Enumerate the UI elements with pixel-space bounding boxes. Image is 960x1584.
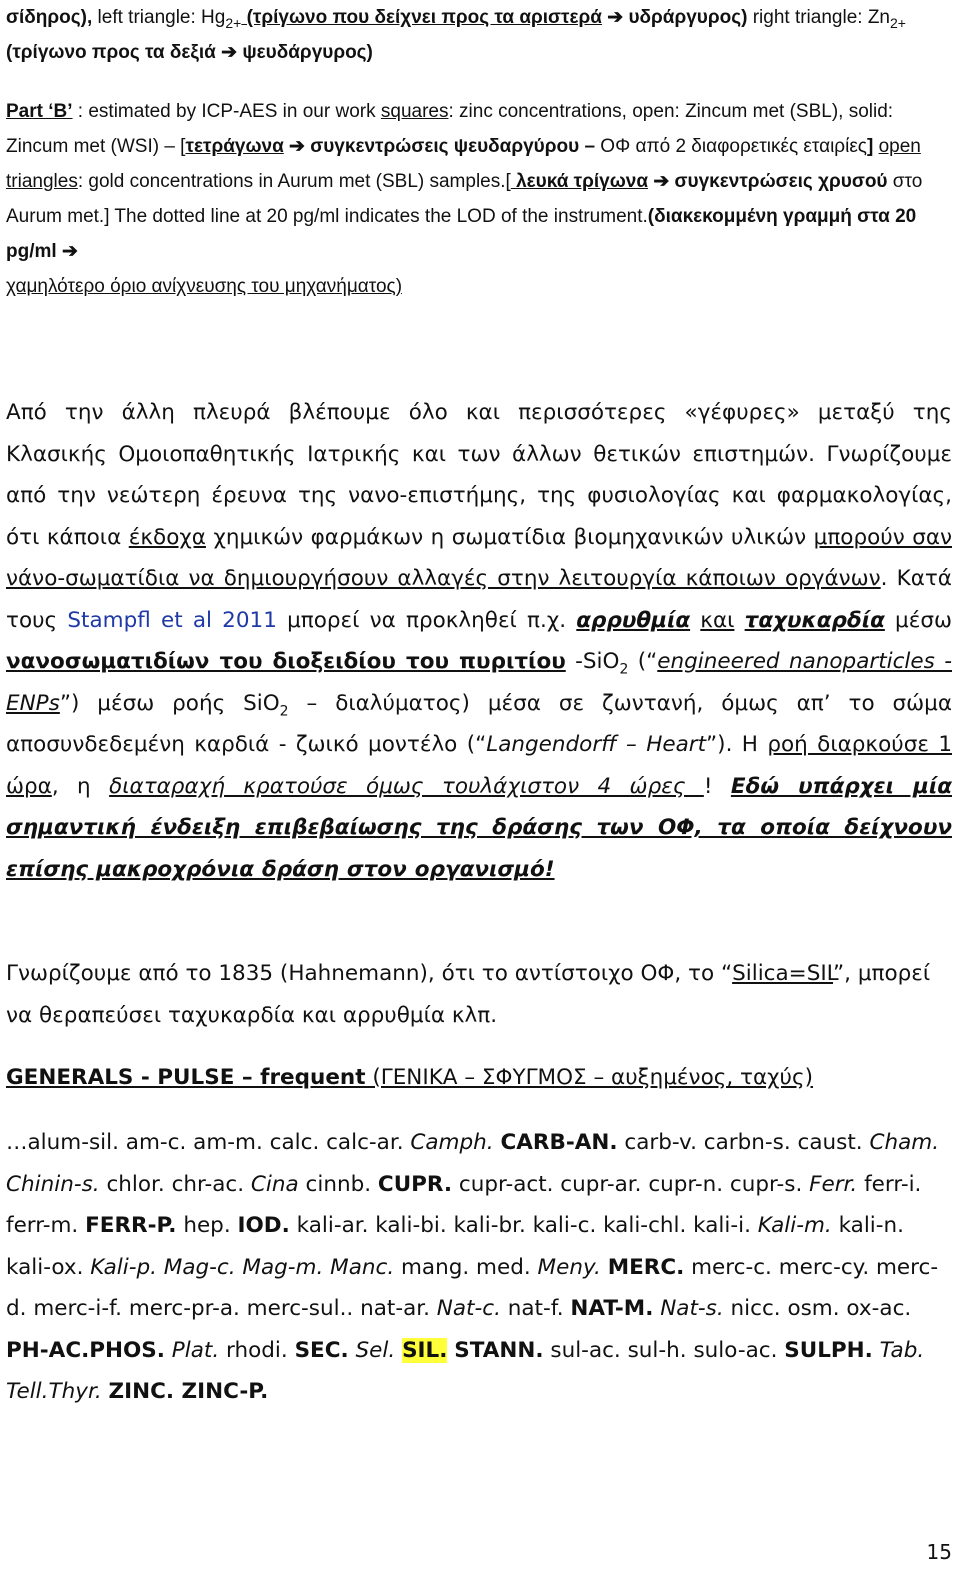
caption-text: συγκεντρώσεις χρυσού <box>669 171 888 192</box>
remedy-item <box>873 1338 880 1363</box>
para-text: ”) μέσω ροής SiO <box>59 690 280 716</box>
caption-text: ] <box>866 136 874 157</box>
para-text: μπορούν σαν νάνο-σωματίδια να δημιουργήσουν αλλαγές στην λειτουργία κάποιων οργάνων <box>6 524 952 591</box>
remedy-item: mang. med. <box>394 1254 538 1280</box>
para-text: νανοσωματιδίων του διοξειδίου του πυριτίου <box>6 649 566 674</box>
remedy-item: Cham. Chinin-s. <box>6 1130 940 1197</box>
citation-link: Stampfl et al 2011 <box>67 607 277 633</box>
para-text: και <box>700 607 735 633</box>
part-label: Part ‘B’ <box>6 101 73 122</box>
para-text: – διαλύματος) μέσα σε ζωντανή, όμως απ’ το σώμα αποσυνδεδεμένη καρδιά - ζωικό μοντέλο (“ <box>6 690 952 757</box>
remedy-item: NAT-M. <box>570 1296 654 1321</box>
para-text: ! <box>703 773 731 799</box>
remedy-item: kali-n. kali-ox. <box>6 1213 904 1280</box>
figure-caption <box>6 0 954 70</box>
remedy-item <box>349 1338 356 1363</box>
remedy-item: IOD. <box>237 1213 290 1238</box>
caption-text: right triangle: Zn <box>747 7 891 28</box>
caption-sup: 2+ <box>225 14 242 31</box>
caption-text: στο Aurum met.] The dotted line at 20 pg/ml indicates the LOD of the instrument. <box>6 171 923 227</box>
remedy-item: CARB-AN. <box>500 1130 618 1155</box>
subscript: 2 <box>279 702 289 719</box>
para-text: ταχυκαρδία <box>744 607 885 633</box>
remedy-item: ferr-i. ferr-m. <box>6 1171 922 1238</box>
para-text: χημικών φαρμάκων η σωματίδια βιομηχανικών υλικών <box>205 524 814 550</box>
caption-text: τετράγωνα <box>185 136 284 157</box>
para-text: Γνωρίζουμε από το 1835 (Hahnemann), ότι το αντίστοιχο ΟΦ, το “ <box>6 961 733 986</box>
remedy-item: Cina <box>250 1171 299 1197</box>
remedy-list <box>6 1122 952 1413</box>
remedy-item: ZINC. ZINC-P. <box>108 1379 269 1404</box>
heading-text: GENERALS - PULSE – frequent <box>6 1065 366 1090</box>
arrow-icon: ➔ <box>653 171 670 192</box>
page-number: 15 <box>926 1540 952 1564</box>
caption-text: χαμηλότερο όριο ανίχνευσης του μηχανήματος) <box>6 276 403 297</box>
second-paragraph <box>6 953 952 1036</box>
arrow-icon: ➔ <box>61 241 78 262</box>
remedy-item: FERR-P. <box>85 1213 177 1238</box>
heading-text: (ΓΕΝΙΚΑ – ΣΦΥΓΜΟΣ – αυξημένος, ταχύς) <box>365 1065 813 1090</box>
caption-text: συγκεντρώσεις ψευδαργύρου – <box>304 136 596 157</box>
para-text: διαταραχή κρατούσε όμως τουλάχιστον 4 ώρες <box>109 773 704 799</box>
remedy-item: nat-f. <box>500 1296 571 1321</box>
remedy-item: MERC. <box>607 1254 685 1280</box>
remedy-item: Kali-m. <box>757 1213 832 1238</box>
arrow-icon: ➔ <box>289 136 305 157</box>
remedy-item: SIL. <box>402 1337 448 1363</box>
para-text: Εδώ υπάρχει μία σημαντική ένδειξη επιβεβαίωσης της δράσης των ΟΦ, τα οποία δείχνουν επίσης μακροχρόνια δράση στον οργανισμό! <box>6 773 953 882</box>
caption-text: open triangles <box>6 136 921 192</box>
remedy-item: Ferr. <box>809 1171 858 1197</box>
caption-text: left triangle: Hg <box>92 7 226 28</box>
section-heading <box>6 1057 952 1099</box>
remedy-item: SEC. <box>294 1337 349 1363</box>
caption-text: (τρίγωνο που δείχνει προς τα αριστερά <box>241 7 602 28</box>
remedy-item: PH-AC.PHOS. <box>6 1337 165 1363</box>
para-text: έκδοχα <box>128 524 206 550</box>
remedy-item: merc-c. merc-cy. merc-d. merc-i-f. merc-pr-a. merc-sul.. nat-ar. <box>6 1254 939 1321</box>
para-text: . Κατά τους <box>6 566 952 633</box>
arrow-icon: ➔ <box>221 42 238 63</box>
para-text: μέσω <box>884 607 952 633</box>
para-text: Silica=SIL <box>732 961 834 986</box>
remedy-item: Nat-c. <box>436 1296 501 1321</box>
caption-text: λευκά τρίγωνα <box>510 171 649 192</box>
para-text: engineered nanoparticles -ENPs <box>6 649 952 716</box>
subscript: 2 <box>619 661 629 678</box>
remedy-item: Meny. <box>537 1254 601 1280</box>
remedy-item: chlor. chr-ac. <box>99 1171 251 1197</box>
remedy-item: STANN. <box>454 1337 544 1363</box>
para-text: ”, μπορεί να θεραπεύσει ταχυκαρδία και αρρυθμία κλπ. <box>6 961 931 1028</box>
remedy-item: carb-v. carbn-s. caust. <box>617 1130 870 1155</box>
remedy-item: SULPH. <box>784 1337 873 1363</box>
para-text: (“ <box>628 649 658 674</box>
remedy-item: Plat. <box>171 1337 220 1363</box>
remedy-item: hep. <box>176 1213 238 1238</box>
remedy-item: nicc. osm. ox-ac. <box>723 1296 912 1321</box>
caption-text: υδράργυρος) <box>623 7 748 28</box>
remedy-item: rhodi. <box>219 1337 295 1363</box>
para-text: ”). Η <box>706 732 768 757</box>
caption-text: : estimated by ICP-AES in our work <box>72 101 376 122</box>
remedy-item: Nat-s. <box>660 1296 724 1321</box>
para-text: μπορεί να προκληθεί π.χ. <box>276 607 577 633</box>
remedy-item: CUPR. <box>377 1171 453 1197</box>
para-text: αρρυθμία <box>576 607 691 633</box>
caption-text: : gold concentrations in Aurum met (SBL) samples.[ <box>77 171 511 192</box>
remedy-item: Camph. <box>410 1130 494 1155</box>
arrow-icon: ➔ <box>607 7 624 28</box>
caption-text: (διακεκομμένη γραμμή στα 20 pg/ml <box>6 206 917 262</box>
remedy-item <box>601 1255 608 1280</box>
remedy-item: Kali-p. Mag-c. Mag-m. Manc. <box>90 1254 395 1280</box>
main-paragraph <box>6 392 952 890</box>
para-text: Langendorff – Heart <box>486 732 707 757</box>
caption-part-b <box>6 94 954 304</box>
caption-text: ΟΦ από 2 διαφορετικές εταιρίες <box>595 136 867 157</box>
remedy-item: kali-ar. kali-bi. kali-br. kali-c. kali-chl. kali-i. <box>289 1213 758 1238</box>
remedy-item: cinnb. <box>298 1171 378 1197</box>
caption-text: σίδηρος), <box>6 7 93 28</box>
remedy-item: Sel. <box>355 1337 396 1363</box>
para-text: , η <box>51 773 110 799</box>
para-text: -SiO <box>565 649 620 674</box>
caption-text: ψευδάργυρος) <box>237 42 373 63</box>
remedy-item: Tab. Tell.Thyr. <box>6 1337 925 1404</box>
remedy-item: …alum-sil. am-c. am-m. calc. calc-ar. <box>6 1130 411 1155</box>
para-text: Από την άλλη πλευρά βλέπουμε όλο και περισσότερες «γέφυρες» μεταξύ της Κλασικής Ομοιοπαθητικής Ιατρικής και των άλλων θετικών επιστημών. Γνωρίζουμε από την νεώτερη έρευνα της νανο-επιστήμης, της φυσιολογίας και φαρμακολογίας, ότι κάποια <box>6 400 952 550</box>
remedy-item <box>102 1379 109 1404</box>
caption-line-1 <box>6 0 954 70</box>
remedy-item: cupr-act. cupr-ar. cupr-n. cupr-s. <box>452 1171 810 1197</box>
caption-text: : zinc concentrations, open: Zincum met (SBL), solid: Zincum met (WSI) – [ <box>6 101 894 157</box>
caption-sup: 2+ <box>890 14 906 31</box>
remedy-item <box>165 1338 172 1363</box>
remedy-item: sul-ac. sul-h. sulo-ac. <box>543 1337 785 1363</box>
caption-text: squares <box>380 101 449 122</box>
caption-text: (τρίγωνο προς τα δεξιά <box>6 42 216 63</box>
para-text: ροή διαρκούσε 1 ώρα <box>6 732 953 799</box>
